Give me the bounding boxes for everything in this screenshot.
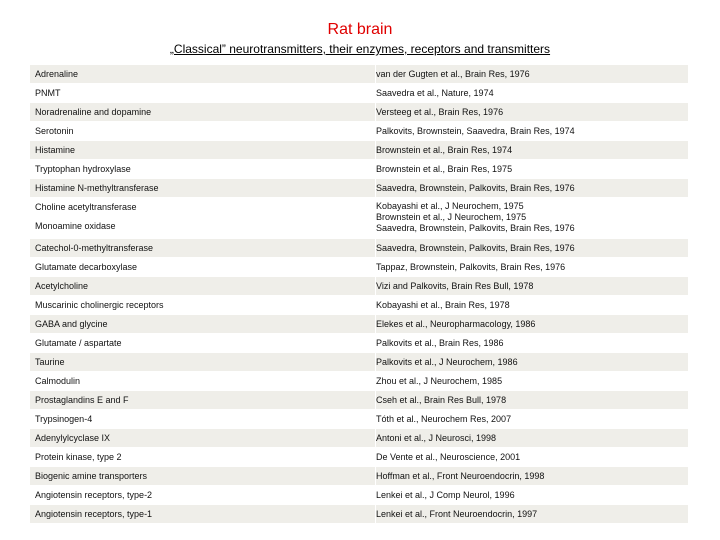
table-row xyxy=(30,277,688,296)
item-reference: Palkovits et al., Brain Res, 1986 xyxy=(375,334,686,352)
item-name: Adrenaline xyxy=(35,69,79,79)
table-row xyxy=(30,429,688,448)
item-name: Acetylcholine xyxy=(35,281,89,291)
item-name: Tryptophan hydroxylase xyxy=(35,164,131,174)
table-row xyxy=(30,296,688,315)
item-name: Monoamine oxidase xyxy=(35,221,116,231)
table-row xyxy=(30,103,688,122)
table-row-merged xyxy=(30,198,688,239)
item-reference-stack xyxy=(375,201,686,234)
item-reference: Palkovits, Brownstein, Saavedra, Brain Res, 1974 xyxy=(375,122,686,140)
item-reference: Lenkei et al., J Comp Neurol, 1996 xyxy=(375,486,686,504)
item-name: Angiotensin receptors, type-2 xyxy=(35,490,153,500)
item-reference: Vizi and Palkovits, Brain Res Bull, 1978 xyxy=(375,277,686,295)
item-reference: Lenkei et al., Front Neuroendocrin, 1997 xyxy=(375,505,686,523)
table-row xyxy=(30,65,688,84)
item-reference: Zhou et al., J Neurochem, 1985 xyxy=(375,372,686,390)
table-row xyxy=(30,467,688,486)
table-row xyxy=(30,391,688,410)
item-name: Calmodulin xyxy=(35,376,81,386)
item-name: GABA and glycine xyxy=(35,319,108,329)
table-row xyxy=(30,505,688,524)
item-reference: Kobayashi et al., Brain Res, 1978 xyxy=(375,296,686,314)
table-row xyxy=(30,372,688,391)
table-row xyxy=(30,179,688,198)
item-reference: Elekes et al., Neuropharmacology, 1986 xyxy=(375,315,686,333)
table-row xyxy=(30,160,688,179)
table-row xyxy=(30,410,688,429)
table-row xyxy=(30,141,688,160)
item-reference: Saavedra, Brownstein, Palkovits, Brain Res, 1976 xyxy=(375,179,686,197)
table-row xyxy=(30,353,688,372)
item-name: Histamine xyxy=(35,145,76,155)
item-name: Glutamate decarboxylase xyxy=(35,262,138,272)
table-row xyxy=(30,448,688,467)
table-row xyxy=(30,122,688,141)
item-reference: van der Gugten et al., Brain Res, 1976 xyxy=(375,65,686,83)
item-reference: De Vente et al., Neuroscience, 2001 xyxy=(375,448,686,466)
item-reference: Tappaz, Brownstein, Palkovits, Brain Res, 1976 xyxy=(375,258,686,276)
item-reference: Brownstein et al., Brain Res, 1975 xyxy=(375,160,686,178)
item-name: Catechol-0-methyltransferase xyxy=(35,243,154,253)
item-name: Histamine N-methyltransferase xyxy=(35,183,159,193)
item-reference: Tóth et al., Neurochem Res, 2007 xyxy=(375,410,686,428)
table-row xyxy=(30,84,688,103)
item-name: Biogenic amine transporters xyxy=(35,471,148,481)
item-reference: Antoni et al., J Neurosci, 1998 xyxy=(375,429,686,447)
item-reference: Cseh et al., Brain Res Bull, 1978 xyxy=(375,391,686,409)
table-row xyxy=(30,334,688,353)
item-reference: Saavedra et al., Nature, 1974 xyxy=(375,84,686,102)
item-reference: Saavedra, Brownstein, Palkovits, Brain Res, 1976 xyxy=(375,239,686,257)
item-name: Glutamate / aspartate xyxy=(35,338,122,348)
item-reference: Brownstein et al., J Neurochem, 1975 xyxy=(376,212,527,222)
table-row xyxy=(30,315,688,334)
item-name: Muscarinic cholinergic receptors xyxy=(35,300,164,310)
item-reference: Versteeg et al., Brain Res, 1976 xyxy=(375,103,686,121)
item-reference: Palkovits et al., J Neurochem, 1986 xyxy=(375,353,686,371)
references-table xyxy=(30,65,688,532)
item-name: Adenylylcyclase IX xyxy=(35,433,111,443)
item-reference: Hoffman et al., Front Neuroendocrin, 1998 xyxy=(375,467,686,485)
item-name: Protein kinase, type 2 xyxy=(35,452,122,462)
item-name: Angiotensin receptors, type-1 xyxy=(35,509,153,519)
item-reference: Saavedra, Brownstein, Palkovits, Brain Res, 1976 xyxy=(376,223,575,233)
item-name: PNMT xyxy=(35,88,61,98)
table-row xyxy=(30,486,688,505)
page-title: Rat brain xyxy=(327,21,393,38)
item-name: Taurine xyxy=(35,357,65,367)
page-subtitle: „Classical” neurotransmitters, their enzymes, receptors and transmitters xyxy=(169,42,551,56)
item-name: Prostaglandins E and F xyxy=(35,395,129,405)
item-name: Choline acetyltransferase xyxy=(35,202,137,212)
table-row xyxy=(30,239,688,258)
item-reference: Kobayashi et al., J Neurochem, 1975 xyxy=(376,201,524,211)
item-name: Trypsinogen-4 xyxy=(35,414,93,424)
item-name: Noradrenaline and dopamine xyxy=(35,107,152,117)
table-row xyxy=(30,258,688,277)
item-reference: Brownstein et al., Brain Res, 1974 xyxy=(375,141,686,159)
item-name: Serotonin xyxy=(35,126,74,136)
